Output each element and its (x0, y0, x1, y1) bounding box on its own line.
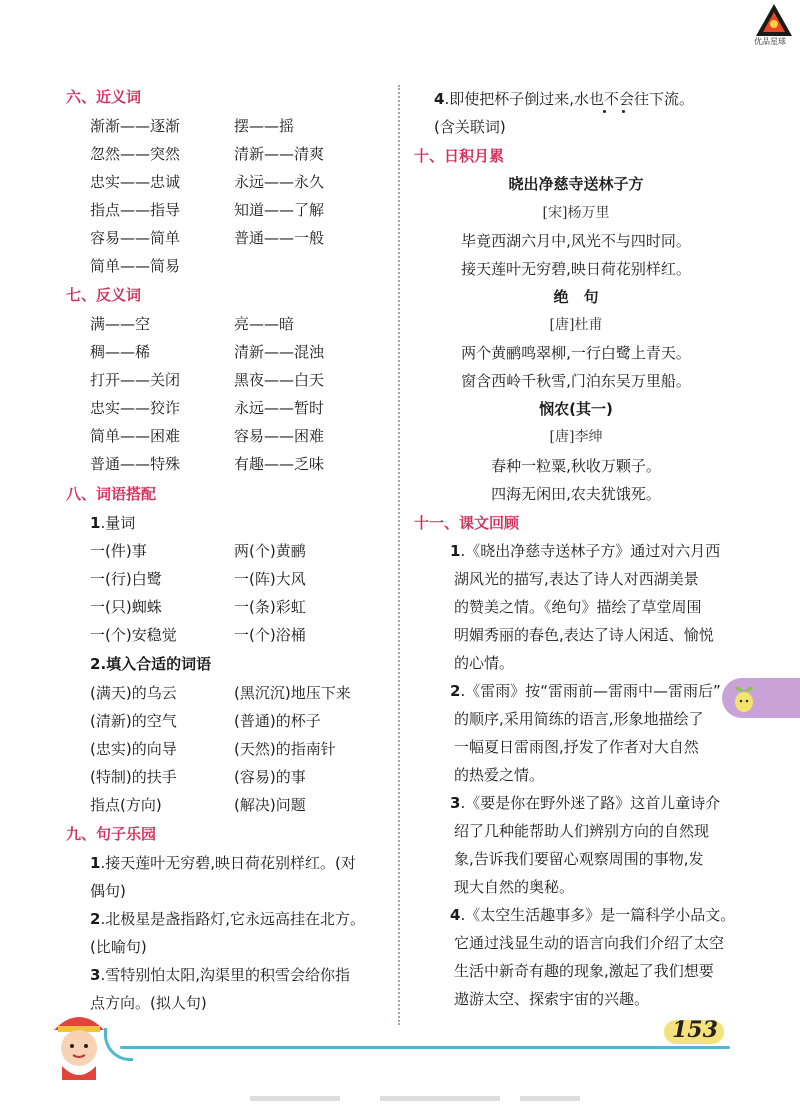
review-line: 的心情。 (454, 654, 515, 672)
sentence-line: 点方向。(拟人句) (90, 994, 207, 1012)
poem-title: 绝 句 (553, 288, 599, 306)
poem-title: 晓出净慈寺送林子方 (508, 175, 644, 193)
item-number: 3 (450, 794, 461, 812)
item-number: 2 (90, 655, 101, 673)
scan-artifact (250, 1096, 340, 1101)
subsection-measure-words (90, 512, 135, 533)
fill-phrase: (容易)的事 (234, 768, 306, 786)
column-divider (398, 85, 400, 1025)
scan-artifact (380, 1096, 500, 1101)
item-number: 1 (90, 854, 101, 872)
measure-phrase: 一(件)事 (90, 542, 147, 560)
sprout-icon (730, 680, 758, 714)
synonym-pair: 普通——一般 (234, 229, 325, 247)
sentence-line: .即使把杯子倒过来,水也不会往下流。 (444, 90, 694, 108)
antonym-pair: 忠实——狡诈 (90, 399, 181, 417)
synonym-pair: 渐渐——逐渐 (90, 117, 181, 135)
review-line: .《太空生活趣事多》是一篇科学小品文。 (460, 906, 736, 924)
poem-line: 两个黄鹂鸣翠柳,一行白鹭上青天。 (461, 344, 691, 362)
sentence-item-4 (434, 88, 694, 109)
review-line: 明媚秀丽的春色,表达了诗人闲适、愉悦 (454, 626, 714, 644)
section-10-title: 十、日积月累 (414, 147, 505, 165)
sentence-line: (含关联词) (434, 118, 506, 136)
review-line: .《要是你在野外迷了路》这首儿童诗介 (460, 794, 721, 812)
section-7-title: 七、反义词 (66, 286, 142, 304)
fill-phrase: (解决)问题 (234, 796, 306, 814)
synonym-pair: 忽然——突然 (90, 145, 181, 163)
section-9-title: 九、句子乐园 (66, 825, 157, 843)
fill-phrase: (忠实)的向导 (90, 740, 177, 758)
measure-phrase: 一(个)浴桶 (234, 626, 306, 644)
poem-line: 窗含西岭千秋雪,门泊东吴万里船。 (461, 372, 691, 390)
item-number: 3 (90, 966, 101, 984)
review-line: 象,告诉我们要留心观察周围的事物,发 (454, 850, 704, 868)
antonym-pair: 简单——困难 (90, 427, 181, 445)
antonym-pair: 稠——稀 (90, 343, 151, 361)
emphasis-dot (622, 110, 625, 113)
poem-line: 春种一粒粟,秋收万颗子。 (491, 457, 661, 475)
sentence-line: (比喻句) (90, 938, 147, 956)
poem-line: 毕竟西湖六月中,风光不与四时同。 (461, 232, 691, 250)
poem-line: 四海无闲田,农夫犹饿死。 (491, 485, 661, 503)
review-item-3 (450, 792, 720, 813)
review-item-4 (450, 904, 735, 925)
fill-phrase: (普通)的杯子 (234, 712, 321, 730)
section-6-title: 六、近义词 (66, 88, 142, 106)
review-line: .《雷雨》按“雷雨前—雷雨中—雷雨后” (460, 682, 721, 700)
antonym-pair: 黑夜——白天 (234, 371, 325, 389)
synonym-pair: 容易——简单 (90, 229, 181, 247)
subsection-label: .填入合适的词语 (100, 655, 212, 673)
review-item-1 (450, 540, 720, 561)
sentence-line: .雪特别怕太阳,沟渠里的积雪会给你指 (100, 966, 350, 984)
synonym-pair: 清新——清爽 (234, 145, 325, 163)
review-line: 它通过浅显生动的语言向我们介绍了太空 (454, 934, 725, 952)
synonym-pair: 摆——摇 (234, 117, 295, 135)
item-number: 2 (90, 910, 101, 928)
item-number: 2 (450, 682, 461, 700)
poem-author: [唐]李绅 (549, 429, 603, 445)
review-line: 绍了几种能帮助人们辨别方向的自然现 (454, 822, 710, 840)
synonym-pair: 忠实——忠诚 (90, 173, 181, 191)
scan-artifact (520, 1096, 580, 1101)
fill-phrase: (满天)的乌云 (90, 684, 177, 702)
review-item-2 (450, 680, 721, 701)
mascot-icon (44, 1010, 114, 1082)
item-number: 1 (90, 514, 101, 532)
measure-phrase: 两(个)黄鹂 (234, 542, 306, 560)
measure-phrase: 一(行)白鹭 (90, 570, 162, 588)
item-number: 4 (434, 90, 445, 108)
review-line: .《晓出净慈寺送林子方》通过对六月西 (460, 542, 721, 560)
antonym-pair: 永远——暂时 (234, 399, 325, 417)
sentence-line: .接天莲叶无穷碧,映日荷花别样红。(对 (100, 854, 356, 872)
review-line: 生活中新奇有趣的现象,激起了我们想要 (454, 962, 714, 980)
review-line: 现大自然的奥秘。 (454, 878, 575, 896)
page-number: 153 (672, 1017, 718, 1043)
item-number: 4 (450, 906, 461, 924)
subsection-label: .量词 (100, 514, 136, 532)
review-line: 的顺序,采用简练的语言,形象地描绘了 (454, 710, 704, 728)
sentence-item-3 (90, 964, 350, 985)
review-line: 的赞美之情。《绝句》描绘了草堂周围 (454, 598, 702, 616)
section-11-title: 十一、课文回顾 (414, 514, 520, 532)
antonym-pair: 容易——困难 (234, 427, 325, 445)
antonym-pair: 清新——混浊 (234, 343, 325, 361)
antonym-pair: 普通——特殊 (90, 455, 181, 473)
review-line: 遨游太空、探索宇宙的兴趣。 (454, 990, 650, 1008)
antonym-pair: 打开——关闭 (90, 371, 181, 389)
sentence-line: 偶句) (90, 882, 126, 900)
poem-line: 接天莲叶无穷碧,映日荷花别样红。 (461, 260, 691, 278)
review-line: 的热爱之情。 (454, 766, 545, 784)
review-line: 湖风光的描写,表达了诗人对西湖美景 (454, 570, 699, 588)
antonym-pair: 有趣——乏味 (234, 455, 325, 473)
bottom-line (120, 1046, 730, 1049)
synonym-pair: 永远——永久 (234, 173, 325, 191)
measure-phrase: 一(只)蜘蛛 (90, 598, 162, 616)
fill-phrase: (黑沉沉)地压下来 (234, 684, 351, 702)
measure-phrase: 一(个)安稳觉 (90, 626, 177, 644)
antonym-pair: 满——空 (90, 315, 151, 333)
review-line: 一幅夏日雷雨图,抒发了作者对大自然 (454, 738, 699, 756)
synonym-pair: 简单——简易 (90, 257, 181, 275)
synonym-pair: 知道——了解 (234, 201, 325, 219)
fill-phrase: (特制)的扶手 (90, 768, 177, 786)
poem-title: 悯农(其一) (539, 400, 613, 418)
logo-caption: 优品星球 (754, 37, 786, 46)
emphasis-dot (603, 110, 606, 113)
subsection-fill-words (90, 653, 211, 674)
poem-author: [宋]杨万里 (542, 205, 610, 221)
section-8-title: 八、词语搭配 (66, 485, 157, 503)
fill-phrase: (清新)的空气 (90, 712, 177, 730)
poem-author: [唐]杜甫 (549, 317, 603, 333)
sentence-item-2 (90, 908, 365, 929)
fill-phrase: 指点(方向) (90, 796, 162, 814)
item-number: 1 (450, 542, 461, 560)
sentence-item-1 (90, 852, 356, 873)
antonym-pair: 亮——暗 (234, 315, 295, 333)
sentence-line: .北极星是盏指路灯,它永远高挂在北方。 (100, 910, 365, 928)
measure-phrase: 一(阵)大风 (234, 570, 306, 588)
fill-phrase: (天然)的指南针 (234, 740, 336, 758)
measure-phrase: 一(条)彩虹 (234, 598, 306, 616)
synonym-pair: 指点——指导 (90, 201, 181, 219)
